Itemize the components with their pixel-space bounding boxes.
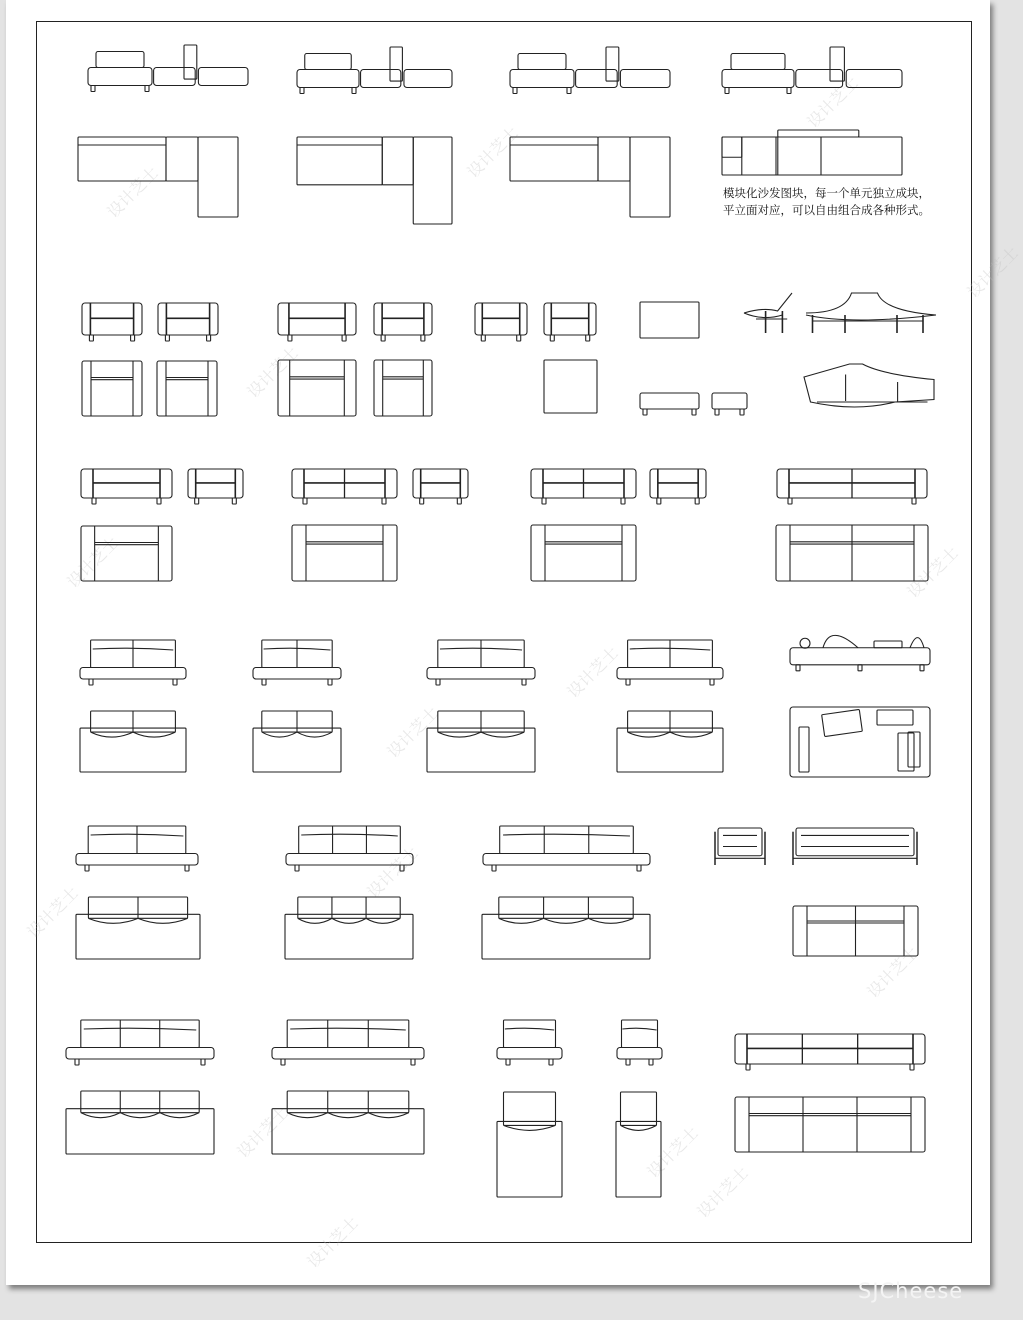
corner-unit-1-elev-block	[278, 303, 356, 341]
sofa-long-elev-block	[735, 1034, 925, 1070]
watermark-text: 设计芝士	[693, 1162, 753, 1222]
watermark-text: 设计芝士	[243, 342, 303, 402]
note-line-1: 模块化沙发图块，每一个单元独立成块，	[723, 186, 930, 200]
table-top-block	[640, 302, 699, 338]
watermark-text: 设计芝士	[63, 532, 123, 592]
watermark-text: 设计芝士	[643, 1122, 703, 1182]
sofa-3-flared-elev-block	[483, 826, 650, 871]
cushion-sofa-open-plan-block	[427, 711, 535, 772]
watermark-text: 设计芝士	[233, 1102, 293, 1162]
frame-sofa-plan-block	[793, 906, 918, 956]
chaise-single-plan-block	[497, 1092, 562, 1197]
sofa-2-flared-left-elev-block	[286, 826, 413, 871]
corner-unit-1-plan-block	[278, 360, 356, 416]
cushion-sofa-mid-plan-block	[253, 711, 341, 772]
cushion-chaise-right-elev-block	[617, 640, 723, 685]
lounge-chair-side-block	[744, 293, 792, 333]
brand-watermark: SJCheese	[858, 1279, 964, 1303]
cushion-sofa-left-elev-block	[80, 640, 186, 685]
chaise-elev-block	[806, 293, 936, 333]
sofa-2-left-plan-block	[531, 525, 636, 581]
corner-chair-elev-block	[188, 469, 243, 504]
modular-set-2-elevation-block	[297, 47, 452, 94]
sofa-2-flared-plan-block	[76, 897, 200, 959]
modular-set-3-plan-block	[510, 137, 670, 217]
sofa-2-flared-left-plan-block	[285, 897, 413, 959]
sofa-2-noarm-plan-block	[292, 525, 397, 581]
watermark-text: 设计芝士	[963, 242, 1023, 302]
watermark-text: 设计芝士	[803, 72, 863, 132]
single-armless-elev-block	[617, 1020, 662, 1065]
ottoman-2-block	[712, 393, 747, 415]
sofa-3-left-elev-block	[66, 1020, 214, 1065]
modular-set-1-elevation-block	[88, 45, 248, 92]
sofa-long-plan-block	[735, 1097, 925, 1152]
corner-unit-2-elev-block	[374, 303, 432, 341]
cushion-sofa-left-plan-block	[80, 711, 186, 772]
sofa-2-arm-plan-block	[81, 526, 172, 581]
armchair-right-plan-block	[157, 361, 217, 416]
armchair-left-plan-block	[82, 361, 142, 416]
modular-set-2-plan-block	[297, 137, 452, 224]
modular-set-1-plan-block	[78, 137, 238, 217]
note-line-2: 平立面对应，可以自由组合成各种形式。	[723, 203, 930, 217]
armless-1-elev-block	[475, 303, 527, 341]
frame-chair-elev-block	[715, 828, 765, 865]
ottoman-1-block	[640, 393, 699, 415]
armchair-left-elev-block	[82, 303, 142, 341]
watermark-text: 设计芝士	[103, 162, 163, 222]
armless-2-elev-block	[544, 303, 596, 341]
modular-set-3-elevation-block	[510, 47, 670, 94]
description-note	[723, 185, 930, 219]
sofa-2-noarm-elev-block	[292, 469, 397, 504]
sofa-2-left-elev-block	[531, 469, 636, 504]
watermark-text: 设计芝士	[563, 642, 623, 702]
modular-set-4-elevation-block	[722, 47, 902, 94]
watermark-text: 设计芝士	[903, 542, 963, 602]
cushion-sofa-mid-elev-block	[253, 640, 341, 685]
sofa-3-open-elev-block	[272, 1020, 424, 1065]
watermark-text: 设计芝士	[303, 1212, 363, 1272]
watermark-text: 设计芝士	[383, 702, 443, 762]
cushion-sofa-open-elev-block	[427, 640, 535, 685]
corner-unit-2-plan-block	[374, 360, 432, 416]
sofa-3-flared-plan-block	[482, 897, 650, 959]
sofa-3-plan-block	[776, 525, 928, 581]
cushion-chaise-right-plan-block	[617, 711, 723, 772]
single-noarm-elev-block	[413, 469, 468, 504]
sofa-3-open-plan-block	[272, 1091, 424, 1154]
single-armless-plan-block	[616, 1092, 661, 1197]
sofa-3-left-plan-block	[66, 1091, 214, 1154]
sofa-3-elev-block	[777, 469, 927, 504]
chaise-plan-block	[804, 364, 934, 407]
watermark-text: 设计芝士	[463, 122, 523, 182]
sofa-2-flared-elev-block	[76, 826, 198, 871]
modular-set-4-plan-block	[722, 130, 902, 175]
daybed-plan-block	[790, 707, 930, 777]
armless-plan-block	[544, 360, 597, 413]
daybed-elev-block	[790, 635, 930, 670]
frame-sofa-elev-block	[793, 828, 917, 865]
sofa-2-arm-elev-block	[81, 469, 172, 504]
corner-chair-2-elev-block	[650, 469, 706, 504]
watermark-text: 设计芝士	[863, 942, 923, 1002]
chaise-single-elev-block	[497, 1020, 562, 1065]
watermark-text: 设计芝士	[363, 842, 423, 902]
watermark-text: 设计芝士	[23, 882, 83, 942]
armchair-right-elev-block	[158, 303, 218, 341]
